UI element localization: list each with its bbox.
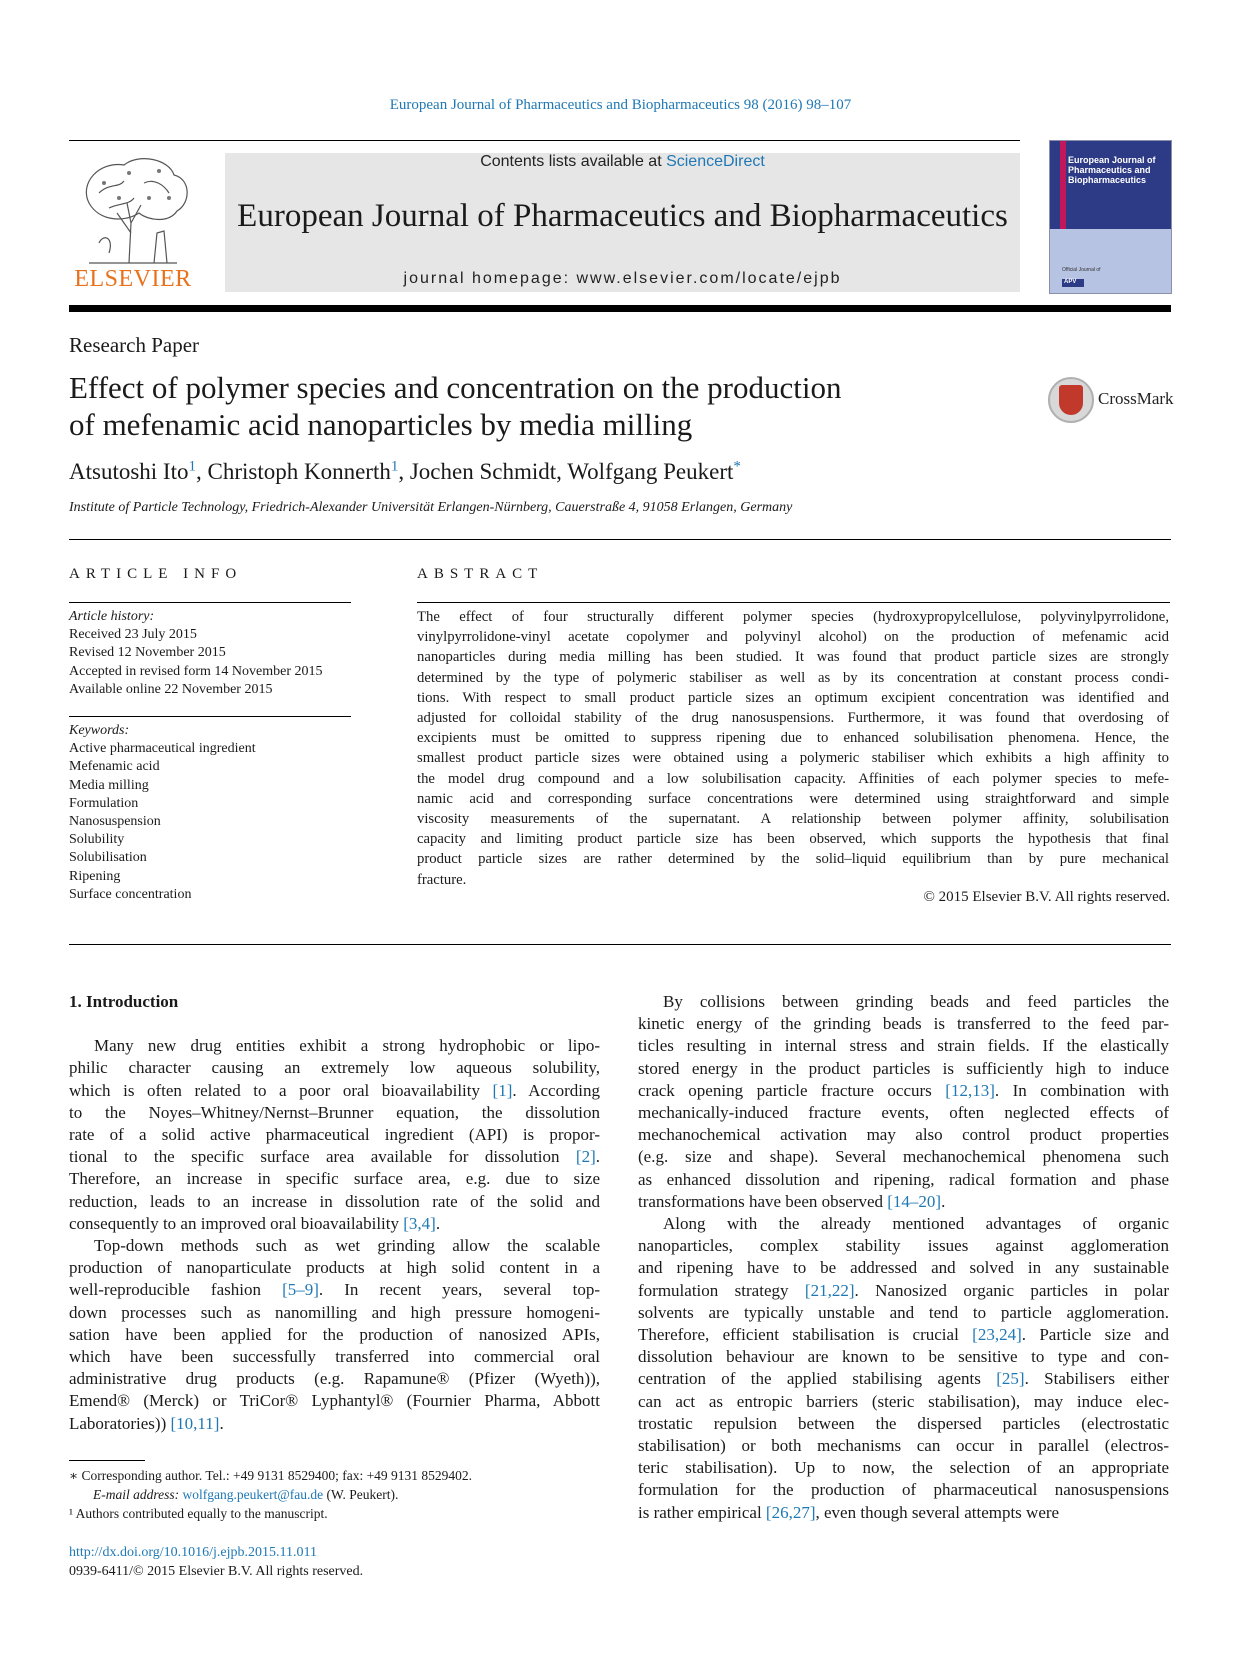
citation-link[interactable]: [5–9] — [282, 1280, 319, 1300]
abstract-line: adjusted for colloidal stability of the drug nanosuspensions. Furthermore, it was found that overdosing of — [417, 710, 1169, 727]
line-text: . — [435, 1213, 441, 1233]
title-line-2: of mefenamic acid nanoparticles by media milling — [69, 407, 693, 442]
journal-title: European Journal of Pharmaceutics and Biopharmaceutics — [237, 198, 1008, 234]
affiliation: Institute of Particle Technology, Friedrich-Alexander Universität Erlangen-Nürnberg, Cauerstraße 4, 91058 Erlangen, Germany — [69, 500, 793, 515]
contents-prefix: Contents lists available at — [480, 153, 667, 170]
body-line: teric stabilisation). Up to now, the selection of an appropriate — [638, 1458, 1169, 1478]
cover-small-text: Official Journal of — [1062, 267, 1101, 273]
keyword: Formulation — [69, 795, 139, 811]
citation-link[interactable]: [14–20] — [887, 1191, 942, 1211]
body-line: administrative drug products (e.g. Rapamune® (Pfizer (Wyeth)), — [69, 1369, 600, 1389]
line-text: centration of the applied stabilising agents — [638, 1369, 997, 1389]
body-line: and ripening have to be addressed and solved in any sustainable — [638, 1258, 1169, 1278]
email-link[interactable]: wolfgang.peukert@fau.de — [182, 1487, 324, 1502]
citation-link[interactable]: [21,22] — [804, 1280, 855, 1300]
abstract-line: product particle sizes are rather determined by the solid–liquid equilibrium than by pure mechanical — [417, 851, 1169, 868]
body-line: ticles resulting in internal stress and strain fields. If the elastically — [638, 1036, 1169, 1056]
abstract-line: nanoparticles during media milling has been studied. It was found that product particle sizes are strongly — [417, 649, 1169, 666]
body-line: stabilisation) or both mechanisms can occur in parallel (electros- — [638, 1436, 1169, 1456]
line-text: formulation strategy — [638, 1280, 805, 1300]
author-mark[interactable]: 1 — [390, 458, 399, 475]
abstract-line: namic acid and corresponding surface concentrations were determined using straightforward and simple — [417, 790, 1169, 807]
line-text: . — [595, 1147, 600, 1167]
keyword: Ripening — [69, 868, 121, 884]
footnote-rule — [69, 1460, 145, 1461]
footnotes — [69, 1466, 629, 1523]
article-info-heading: ARTICLE INFO — [69, 566, 243, 582]
line-text: transformations have been observed — [638, 1191, 888, 1211]
body-line: mechanochemical activation may also control product properties — [638, 1125, 1169, 1145]
author-sep: , — [195, 459, 208, 484]
author-list — [69, 459, 741, 485]
body-line — [638, 1368, 1169, 1390]
email-label: E-mail address: — [93, 1487, 183, 1502]
history-label: Article history: — [69, 609, 155, 624]
equal-contribution-note: ¹ Authors contributed equally to the manuscript. — [69, 1506, 328, 1521]
body-line — [69, 1080, 600, 1102]
body-line — [638, 1191, 1169, 1213]
abstract-line: tions. With respect to small product particle sizes an optimum excipient concentration was identified and — [417, 689, 1169, 706]
body-line: formulation for the production of pharmaceutical nanosuspensions — [638, 1480, 1169, 1500]
line-text: . According — [512, 1080, 600, 1100]
paragraph — [638, 1213, 1169, 1524]
title-line-1: Effect of polymer species and concentration on the production — [69, 370, 842, 405]
keyword: Surface concentration — [69, 886, 192, 902]
line-text: which is often related to a poor oral bioavailability — [69, 1080, 493, 1100]
citation-link[interactable]: [10,11] — [170, 1413, 220, 1433]
body-line: Emend® (Merck) or TriCor® Lyphantyl® (Fournier Pharma, Abbott — [69, 1391, 600, 1411]
history-item: Available online 22 November 2015 — [69, 681, 273, 697]
body-line: nanoparticles, complex stability issues against agglomeration — [638, 1236, 1169, 1256]
body-line: By collisions between grinding beads and feed particles the — [663, 992, 1169, 1011]
keyword: Mefenamic acid — [69, 759, 160, 775]
body-line: solvents are typically unstable and tend to particle agglomeration. — [638, 1302, 1169, 1322]
body-line: kinetic energy of the grinding beads is transferred to the feed par- — [638, 1014, 1169, 1034]
abstract-line: vinylpyrrolidone-vinyl acetate copolymer and polyvinyl alcohol) on the production of mefenamic acid — [417, 629, 1169, 646]
abstract-body — [417, 607, 1169, 890]
abstract-line: The effect of four structurally different polymer species (hydroxypropylcellulose, polyvinylpyrrolidone, — [417, 609, 1169, 625]
paragraph — [69, 1235, 600, 1435]
right-column — [638, 991, 1169, 1524]
line-text: . Particle size and — [1021, 1325, 1169, 1345]
citation-link[interactable]: [12,13] — [945, 1080, 995, 1100]
abstract-rule — [417, 602, 1170, 603]
abstract-line: capacity and limiting product particle size has been observed, which supports the hypothesis that final — [417, 831, 1169, 848]
line-text: Laboratories)) — [69, 1413, 171, 1433]
abstract-line: the model drug compound and a low solubilisation capacity. Affinities of each polymer species to mefe- — [417, 770, 1169, 787]
author-mark[interactable]: 1 — [188, 458, 196, 475]
line-text: is rather empirical — [638, 1502, 766, 1522]
keyword: Nanosuspension — [69, 814, 161, 830]
keyword: Solubility — [69, 832, 125, 848]
line-text: tional to the specific surface area available for dissolution — [69, 1147, 576, 1167]
abstract-line: fracture. — [417, 871, 467, 888]
article-title — [69, 369, 969, 443]
elsevier-wordmark: ELSEVIER — [74, 266, 192, 292]
line-text: . Nanosized organic particles in polar — [854, 1280, 1170, 1300]
body-line — [69, 1146, 600, 1168]
body-line: production of nanoparticulate products at high solid content in a — [69, 1258, 600, 1278]
body-line: mechanically-induced fracture events, often neglected effects of — [638, 1103, 1169, 1123]
author-name[interactable]: Jochen Schmidt — [409, 459, 557, 484]
body-line: rate of a solid active pharmaceutical ingredient (API) is propor- — [69, 1125, 600, 1145]
crossmark-label: CrossMark — [1098, 389, 1174, 408]
keyword: Solubilisation — [69, 850, 147, 866]
paragraph — [638, 991, 1169, 1213]
line-text: crack opening particle fracture occurs — [638, 1080, 946, 1100]
body-line — [69, 1279, 600, 1301]
author-name[interactable]: Christoph Konnerth — [207, 459, 391, 484]
info-rule-2 — [69, 716, 351, 717]
citation-link[interactable]: [2] — [575, 1147, 596, 1167]
author-name[interactable]: Atsutoshi Ito — [69, 459, 189, 484]
body-line: Along with the already mentioned advantages of organic — [663, 1214, 1169, 1234]
corresponding-author-note: ∗ Corresponding author. Tel.: +49 9131 8529400; fax: +49 9131 8529402. — [69, 1468, 473, 1483]
cover-apv-logo — [1062, 279, 1084, 287]
line-text: . In combination with — [994, 1080, 1169, 1100]
paragraph — [69, 1035, 600, 1235]
doi-block — [69, 1543, 363, 1581]
body-line: (e.g. size and shape). Several mechanochemical phenomena such — [638, 1147, 1169, 1167]
citation-link[interactable]: [25] — [996, 1369, 1025, 1389]
contents-line — [225, 153, 1020, 171]
citation-link[interactable]: [1] — [492, 1080, 513, 1100]
line-text: well-reproducible fashion — [69, 1280, 283, 1300]
body-line — [638, 1502, 1169, 1524]
line-text: . — [219, 1413, 224, 1433]
body-line: to the Noyes–Whitney/Nernst–Brunner equation, the dissolution — [69, 1102, 600, 1122]
abstract-line: viscosity measurements of the supernatant. A relationship between polymer affinity, solubilisation — [417, 811, 1169, 828]
citation-link[interactable]: [26,27] — [765, 1502, 816, 1522]
body-line: down processes such as nanomilling and high pressure homogeni- — [69, 1302, 600, 1322]
body-line: dissolution behaviour are known to be sensitive to type and con- — [638, 1347, 1169, 1367]
author-mark[interactable]: * — [733, 458, 741, 475]
body-line: as enhanced dissolution and ripening, radical formation and phase — [638, 1169, 1169, 1189]
body-line: trostatic repulsion between the dispersed particles (electrostatic — [638, 1413, 1169, 1433]
body-line — [69, 1213, 600, 1235]
section-heading: 1. Introduction — [69, 992, 179, 1011]
article-history — [69, 608, 350, 699]
body-line — [638, 1080, 1169, 1102]
journal-cover[interactable] — [1049, 140, 1172, 294]
sciencedirect-link[interactable]: ScienceDirect — [666, 153, 765, 170]
line-text: Therefore, efficient stabilisation is crucial — [638, 1325, 973, 1345]
elsevier-logo — [69, 153, 197, 293]
cover-bar — [1060, 141, 1066, 229]
body-line: which have been successfully transferred into commercial oral — [69, 1347, 600, 1367]
history-item: Revised 12 November 2015 — [69, 645, 226, 661]
crossmark-badge[interactable] — [1048, 377, 1178, 423]
body-divider — [69, 944, 1171, 945]
issn-line: 0939-6411/© 2015 Elsevier B.V. All rights reserved. — [69, 1564, 364, 1579]
line-text: . Stabilisers either — [1024, 1369, 1169, 1389]
line-text: consequently to an improved oral bioavailability — [69, 1213, 404, 1233]
author-name[interactable]: Wolfgang Peukert — [567, 459, 734, 484]
abstract-line: excipients must be omitted to suppress ripening due to enhanced solubilisation phenomena. Hence, the — [417, 730, 1169, 747]
journal-homepage[interactable]: journal homepage: www.elsevier.com/locate/ejpb — [403, 270, 842, 287]
header-thick-rule — [69, 305, 1171, 312]
cover-logo-text: APV — [1064, 279, 1077, 285]
body-line: can act as entropic barriers (steric stabilisation), may induce elec- — [638, 1391, 1169, 1411]
history-item: Received 23 July 2015 — [69, 627, 197, 643]
body-line — [638, 1324, 1169, 1346]
body-line: reduction, leads to an increase in dissolution rate of the solid and — [69, 1191, 600, 1211]
body-line: stored energy in the product particles is sufficiently high to induce — [638, 1058, 1169, 1078]
body-line — [638, 1280, 1169, 1302]
divider-rule — [69, 539, 1171, 540]
body-line: Top-down methods such as wet grinding allow the scalable — [94, 1236, 600, 1256]
body-line: sation have been applied for the production of nanosized APIs, — [69, 1324, 600, 1344]
keyword: Active pharmaceutical ingredient — [69, 741, 256, 757]
email-suffix: (W. Peukert). — [323, 1487, 399, 1502]
abstract-copyright: © 2015 Elsevier B.V. All rights reserved. — [923, 889, 1170, 905]
elsevier-tree-icon — [69, 153, 197, 265]
abstract-line: smallest product particle sizes were obtained using a polymeric stabiliser which exhibits a high affinity to — [417, 750, 1169, 767]
left-column — [69, 991, 600, 1435]
doi-link[interactable]: http://dx.doi.org/10.1016/j.ejpb.2015.11.011 — [69, 1545, 317, 1560]
journal-citation[interactable]: European Journal of Pharmaceutics and Biopharmaceutics 98 (2016) 98–107 — [389, 97, 852, 113]
crossmark-icon — [1048, 377, 1094, 423]
line-text: , even though several attempts were — [815, 1502, 1060, 1522]
cover-title: European Journal of Pharmaceutics and Biopharmaceutics — [1068, 155, 1156, 185]
history-item: Accepted in revised form 14 November 2015 — [69, 663, 323, 679]
keywords-label: Keywords: — [69, 723, 130, 738]
body-line: Therefore, an increase in specific surface area, e.g. due to size — [69, 1169, 600, 1189]
info-rule — [69, 602, 351, 603]
citation-link[interactable]: [3,4] — [403, 1213, 436, 1233]
article-type: Research Paper — [69, 333, 200, 357]
abstract-line: determined by the type of polymeric stabiliser as well as by its concentration at constant process condi- — [417, 669, 1169, 686]
abstract-heading: ABSTRACT — [417, 566, 544, 582]
journal-banner — [225, 153, 1020, 292]
keyword: Media milling — [69, 777, 149, 793]
author-sep: , — [398, 459, 410, 484]
body-line: Many new drug entities exhibit a strong hydrophobic or lipo- — [94, 1036, 600, 1056]
line-text: . — [941, 1191, 946, 1211]
citation-link[interactable]: [23,24] — [972, 1325, 1022, 1345]
body-line: philic character causing an extremely low aqueous solubility, — [69, 1058, 600, 1078]
keywords — [69, 722, 350, 904]
body-line — [69, 1413, 600, 1435]
author-sep: , — [556, 459, 568, 484]
header-rule — [69, 140, 1020, 141]
line-text: . In recent years, several top- — [318, 1280, 600, 1300]
email-note — [69, 1485, 629, 1504]
